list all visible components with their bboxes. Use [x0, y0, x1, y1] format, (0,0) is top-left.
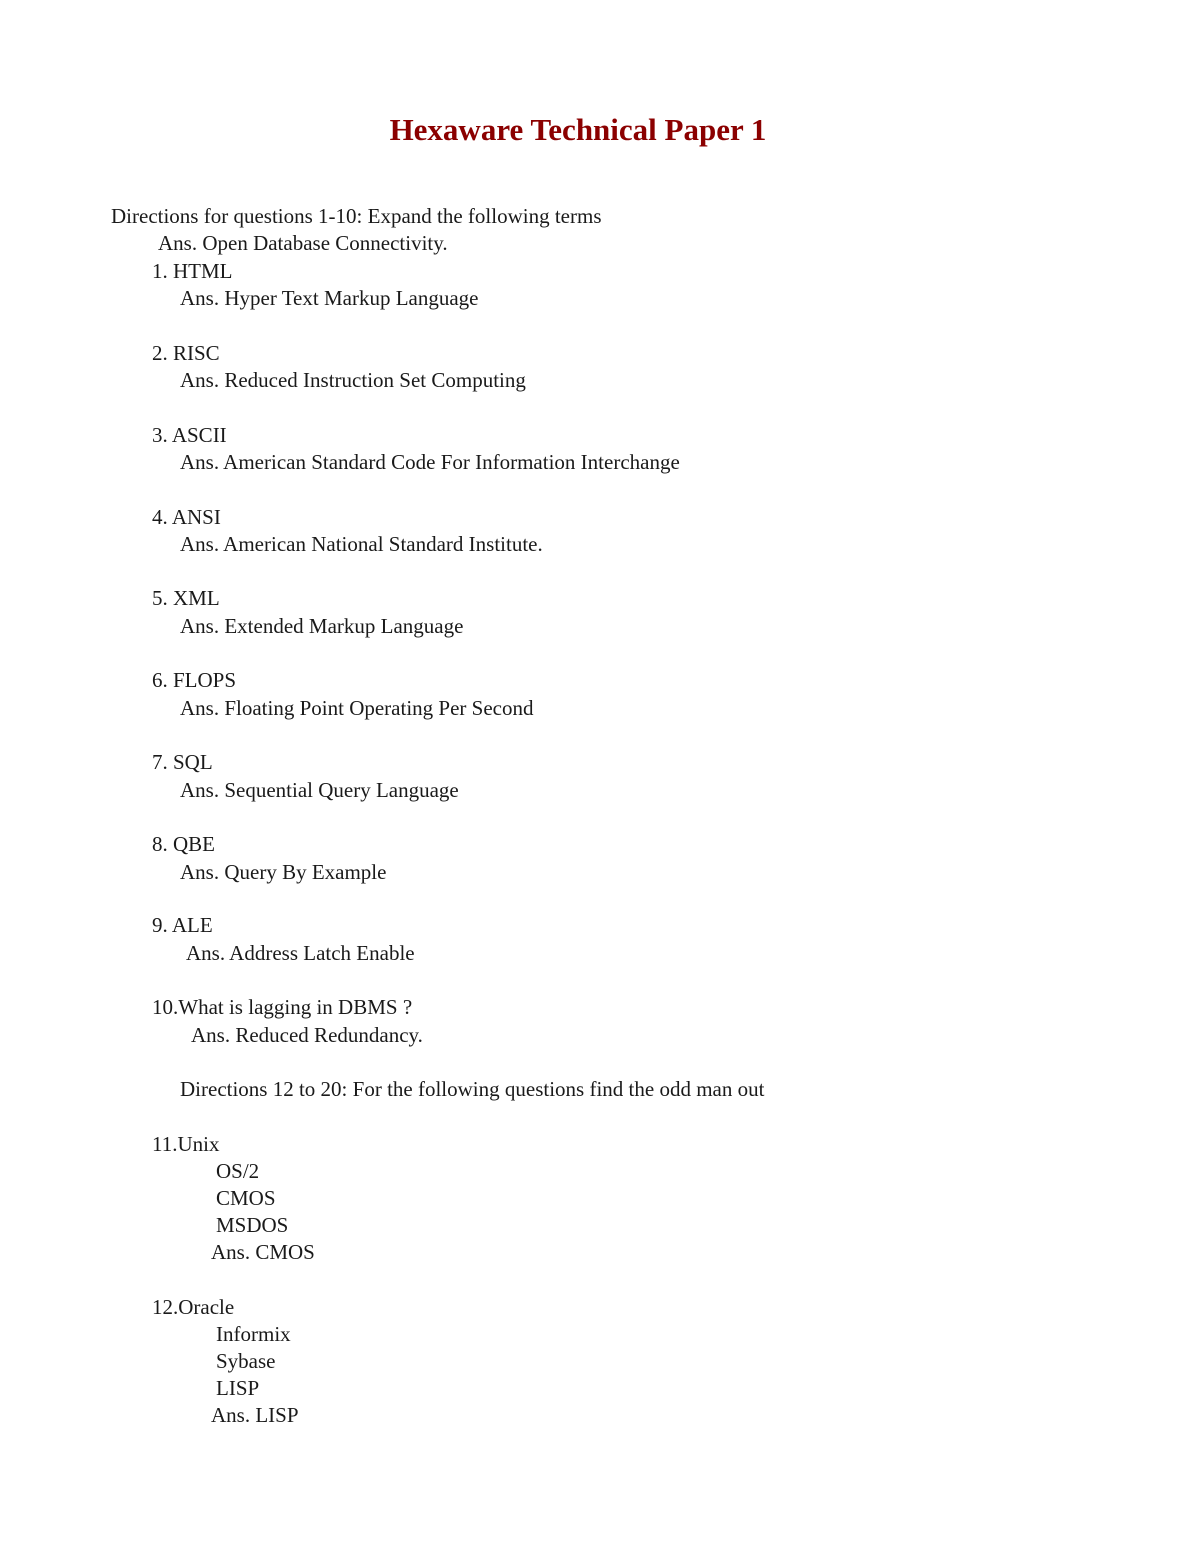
question-label: 3. ASCII	[152, 423, 227, 447]
question-answer: Ans. Sequential Query Language	[180, 778, 459, 802]
option-item: MSDOS	[216, 1213, 289, 1237]
question-label: 1. HTML	[152, 259, 233, 283]
question-label: 9. ALE	[152, 913, 213, 937]
question-answer: Ans. Hyper Text Markup Language	[180, 286, 479, 310]
question-answer: Ans. CMOS	[211, 1240, 315, 1264]
option-item: LISP	[216, 1376, 260, 1400]
directions-odd-man-out: Directions 12 to 20: For the following questions find the odd man out	[180, 1077, 765, 1101]
question-label: 10.What is lagging in DBMS ?	[152, 995, 413, 1019]
option-item: OS/2	[216, 1159, 260, 1183]
question-answer: Ans. LISP	[211, 1403, 299, 1427]
question-label: 2. RISC	[152, 341, 220, 365]
question-answer: Ans. American National Standard Institute.	[180, 532, 543, 556]
question-answer: Ans. Query By Example	[180, 860, 387, 884]
question-answer: Ans. Extended Markup Language	[180, 614, 464, 638]
question-answer: Ans. Floating Point Operating Per Second	[180, 696, 534, 720]
question-label: 5. XML	[152, 586, 220, 610]
option-item: CMOS	[216, 1186, 276, 1210]
question-answer: Ans. Reduced Redundancy.	[191, 1023, 423, 1047]
page-title: Hexaware Technical Paper 1	[389, 112, 767, 147]
question-answer: Ans. American Standard Code For Information Interchange	[180, 450, 680, 474]
question-label: 11.Unix	[152, 1132, 220, 1156]
question-label: 7. SQL	[152, 750, 213, 774]
option-item: Informix	[216, 1322, 291, 1346]
question-label: 8. QBE	[152, 832, 215, 856]
question-label: 12.Oracle	[152, 1295, 235, 1319]
question-label: 6. FLOPS	[152, 668, 237, 692]
question-answer: Ans. Address Latch Enable	[186, 941, 415, 965]
example-answer: Ans. Open Database Connectivity.	[158, 231, 448, 255]
directions-expand: Directions for questions 1-10: Expand the following terms	[111, 204, 602, 228]
question-answer: Ans. Reduced Instruction Set Computing	[180, 368, 526, 392]
question-label: 4. ANSI	[152, 505, 221, 529]
option-item: Sybase	[216, 1349, 276, 1373]
